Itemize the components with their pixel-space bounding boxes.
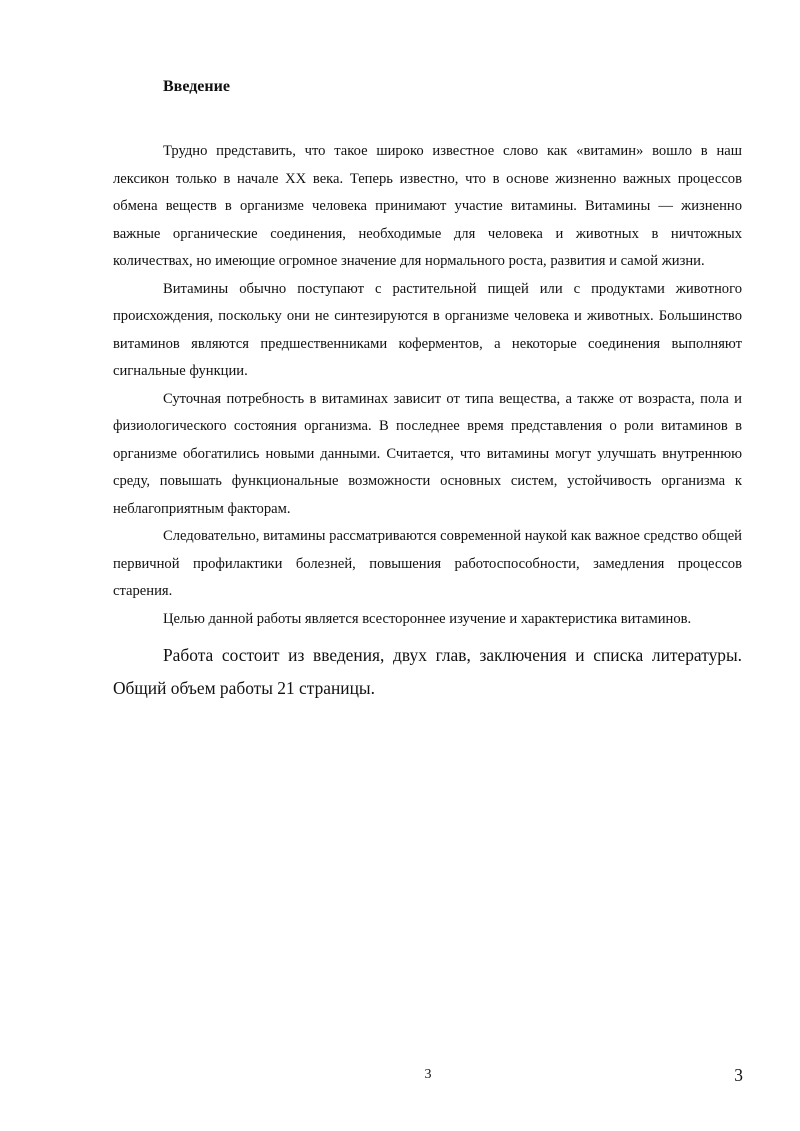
paragraph: Целью данной работы является всестороннее изучение и характеристика витаминов.: [163, 610, 692, 627]
paragraph: Суточная потребность в витаминах зависит от типа вещества, а также от возраста, пола и физиологического состояния организма. В последнее время представления о роли витаминов в организме обогатились новыми данными. Считается, что витамины могут улучшать внутреннюю среду, повышать функциональные возможности основных систем, устойчивость организма к неблагоприятным факторам.: [113, 390, 742, 517]
page-number-corner: 3: [734, 1065, 743, 1085]
summary-paragraph: Работа состоит из введения, двух глав, заключения и списка литературы. Общий объем работы 21 страницы.: [113, 645, 742, 698]
paragraph: Следовательно, витамины рассматриваются современной наукой как важное средство общей первичной профилактики болезней, повышения работоспособности, замедления процессов старения.: [113, 528, 742, 599]
paragraph: Трудно представить, что такое широко известное слово как «витамин» вошло в наш лексикон только в начале XX века. Теперь известно, что в основе жизненно важных процессов обмена веществ в организме человека принимают участие витамины. Витамины — жизненно важные органические соединения, необходимые для человека и животных в ничтожных количествах, но имеющие огромное значение для нормального роста, развития и самой жизни.: [113, 143, 742, 269]
page-number-footer: 3: [424, 1067, 432, 1082]
section-heading: Введение: [163, 78, 230, 95]
body-text: [113, 138, 742, 705]
paragraph: Витамины обычно поступают с растительной пищей или с продуктами животного происхождения, поскольку они не синтезируются в организме человека и животных. Большинство витаминов являются предшественниками коферментов, а некоторые соединения выполняют сигнальные функции.: [113, 280, 742, 379]
